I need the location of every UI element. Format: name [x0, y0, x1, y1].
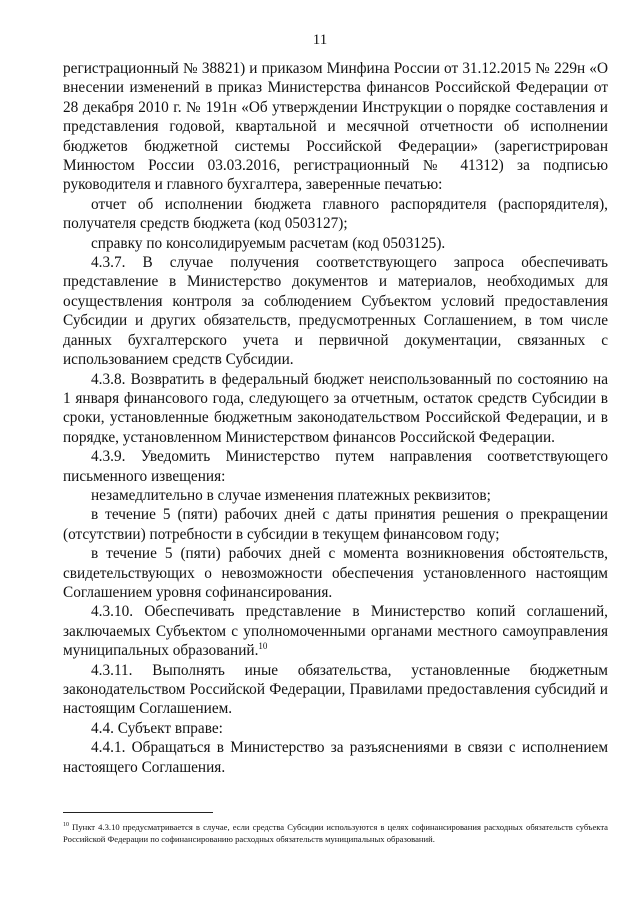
paragraph-notify-termination: в течение 5 (пяти) рабочих дней с даты принятия решения о прекращении (отсутствии) потребности в субсидии в текущем финансовом году;	[63, 506, 608, 543]
paragraph-notify-requisites: незамедлительно в случае изменения платежных реквизитов;	[91, 486, 491, 504]
paragraph-notify-circumstances: в течение 5 (пяти) рабочих дней с момента возникновения обстоятельств, свидетельствующих о невозможности обеспечения установленного настоящим Соглашением уровня софинансирования.	[63, 545, 608, 601]
paragraph-report-item: отчет об исполнении бюджета главного распорядителя (распорядителя), получателя средств бюджета (код 0503127);	[63, 195, 608, 233]
paragraph-4-3-10	[63, 602, 608, 660]
footnote-text: Пункт 4.3.10 предусматривается в случае, если средства Субсидии используются в целях софинансирования расходных обязательств субъекта Российской Федерации по софинансированию расходных обязательств муниципальных образований.	[63, 822, 608, 844]
paragraph-4-3-10-text: 4.3.10. Обеспечивать представление в Министерство копий соглашений, заключаемых Субъектом с уполномоченными органами местного самоуправления муниципальных образований.	[63, 603, 608, 660]
document-body	[63, 59, 608, 777]
paragraph-4-3-8: 4.3.8. Возвратить в федеральный бюджет неиспользованный по состоянию на 1 января финансового года, следующего за отчетным, остаток средств Субсидии в сроки, установленные бюджетным законодательством Российской Федерации, и в порядке, установленном Министерством финансов Российской Федерации.	[63, 370, 608, 446]
paragraph-4-3-9: 4.3.9. Уведомить Министерство путем направления соответствующего письменного извещения:	[63, 448, 608, 485]
footnote-separator	[63, 812, 213, 813]
footnote-reference: 10	[258, 641, 268, 652]
paragraph-4-3-11: 4.3.11. Выполнять иные обязательства, установленные бюджетным законодательством Российской Федерации, Правилами предоставления субсидий и настоящим Соглашением.	[63, 661, 608, 718]
paragraph-4-4: 4.4. Субъект вправе:	[91, 719, 223, 737]
paragraph-reference-item: справку по консолидируемым расчетам (код 0503125).	[91, 234, 446, 252]
paragraph-4-3-7: 4.3.7. В случае получения соответствующего запроса обеспечивать представление в Министерство документов и материалов, необходимых для осуществления контроля за соблюдением Субъектом условий предоставления Субсидии и других обязательств, предусмотренных Соглашением, в том числе данных бухгалтерского учета и первичной документации, связанных с использованием средств Субсидии.	[63, 254, 608, 369]
footnote	[63, 822, 608, 845]
page-number: 11	[312, 32, 328, 48]
paragraph-4-4-1: 4.4.1. Обращаться в Министерство за разъяснениями в связи с исполнением настоящего Соглашения.	[63, 739, 608, 776]
footnote-marker: 10	[63, 822, 69, 829]
paragraph-continuation: регистрационный № 38821) и приказом Минфина России от 31.12.2015 № 229н «О внесении изменений в приказ Министерства финансов Российской Федерации от 28 декабря 2010 г. № 191н «Об утверждении Инструкции о порядке составления и представления годовой, квартальной и месячной отчетности об исполнении бюджетов бюджетной системы Российской Федерации» (зарегистрирован Минюстом России 03.03.2016, регистрационный № 41312) за подписью руководителя и главного бухгалтера, заверенные печатью:	[63, 60, 608, 194]
